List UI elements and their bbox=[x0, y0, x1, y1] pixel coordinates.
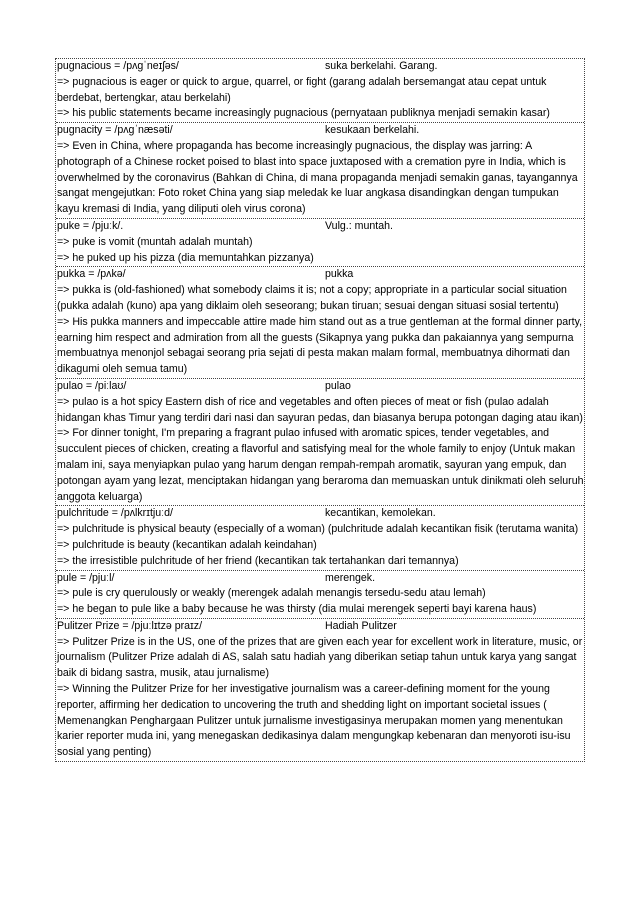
entry-translation: Vulg.: muntah. bbox=[325, 219, 393, 232]
glossary-entry bbox=[56, 619, 584, 761]
entry-translation: suka berkelahi. Garang. bbox=[325, 60, 438, 72]
entry-translation: pulao bbox=[325, 379, 351, 392]
glossary-entry bbox=[56, 506, 584, 570]
entry-heading bbox=[56, 267, 584, 283]
entry-example-line: => pulchritude is beauty (kecantikan adalah keindahan) bbox=[57, 538, 317, 551]
entry-example-line: => pugnacious is eager or quick to argue, quarrel, or fight (garang adalah bersemangat atau cepat untuk berdebat, bertengkar, atau berkelahi) bbox=[57, 75, 547, 104]
entry-example-line: => his public statements became increasingly pugnacious (pernyataan publiknya menjadi semakin kasar) bbox=[57, 107, 550, 120]
entry-translation: kecantikan, kemolekan. bbox=[325, 507, 436, 520]
entry-term: pulchritude = /pʌlkrɪtjuːd/ bbox=[57, 507, 173, 520]
glossary-entry bbox=[56, 59, 584, 123]
entry-heading bbox=[56, 571, 584, 587]
glossary-entry bbox=[56, 123, 584, 219]
entry-example-line: => Winning the Pulitzer Prize for her investigative journalism was a career-defining moment for the young reporter, affirming her dedication to uncovering the truth and shedding light on important societal issues ( Memenangkan Penghargaan Pulitzer untuk jurnalisme investigasinya merupakan momen yang menentukan karier reporter muda ini, yang menegaskan dedikasinya dalam mengungkap kebenaran dan menyoroti isu-isu sosial yang penting) bbox=[57, 683, 571, 759]
entry-term: puke = /pjuːk/. bbox=[57, 219, 124, 232]
entry-heading bbox=[56, 619, 584, 635]
glossary-entry bbox=[56, 379, 584, 506]
entry-translation: Hadiah Pulitzer bbox=[325, 619, 397, 632]
entry-example-line: => pule is cry querulously or weakly (merengek adalah menangis tersedu-sedu atau lemah) bbox=[57, 587, 486, 600]
entry-translation: merengek. bbox=[325, 571, 376, 584]
entry-heading bbox=[56, 59, 584, 75]
glossary-entries bbox=[55, 58, 585, 762]
entry-example-line: => he began to pule like a baby because he was thirsty (dia mulai merengek seperti bayi karena haus) bbox=[57, 603, 537, 616]
entry-translation: pukka bbox=[325, 268, 354, 281]
entry-term: pukka = /pʌkə/ bbox=[57, 268, 126, 281]
entry-heading bbox=[56, 219, 584, 235]
entry-term: pule = /pjuːl/ bbox=[57, 571, 115, 584]
entry-example-line: => Pulitzer Prize is in the US, one of the prizes that are given each year for excellent work in literature, music, or journalism (Pulitzer Prize adalah di AS, salah satu hadiah yang diberikan setiap tahun untuk karya yang sangat baik di bidang sastra, musik, atau jurnalisme) bbox=[57, 635, 583, 680]
glossary-entry bbox=[56, 571, 584, 619]
entry-heading bbox=[56, 506, 584, 522]
glossary-entry bbox=[56, 267, 584, 379]
entry-term: pugnacity = /pʌɡˈnæsəti/ bbox=[57, 124, 173, 137]
entry-example-line: => puke is vomit (muntah adalah muntah) bbox=[57, 235, 253, 248]
glossary-entry bbox=[56, 219, 584, 267]
entry-term: pulao = /piːlaʊ/ bbox=[57, 379, 127, 392]
entry-example-line: => he puked up his pizza (dia memuntahkan pizzanya) bbox=[57, 251, 314, 264]
entry-heading bbox=[56, 379, 584, 395]
entry-example-line: => His pukka manners and impeccable attire made him stand out as a true gentleman at the formal dinner party, earning him respect and admiration from all the guests (Sikapnya yang pukka dan pakaiannya yang sempurna membuatnya menonjol sebagai seorang pria sejati di pesta makan malam formal, membuatnya dihormati dan dikagumi oleh semua tamu) bbox=[57, 315, 583, 376]
entry-example-line: => Even in China, where propaganda has become increasingly pugnacious, the display was jarring: A photograph of a Chinese rocket poised to blast into space juxtaposed with a cremation pyre in India, which is overwhelmed by the coronavirus (Bahkan di China, di mana propaganda menjadi semakin ganas, tayangannya sangat mengejutkan: Foto roket China yang siap meledak ke luar angkasa disandingkan dengan tumpukan kayu kremasi di India, yang diliputi oleh virus corona) bbox=[57, 139, 578, 216]
entry-translation: kesukaan berkelahi. bbox=[325, 124, 420, 137]
entry-example-line: => pulao is a hot spicy Eastern dish of rice and vegetables and often pieces of meat or fish (pulao adalah hidangan khas Timur yang terdiri dari nasi dan sayuran pedas, dan biasanya berupa potongan daging atau ikan) bbox=[57, 395, 583, 424]
entry-example-line: => pulchritude is physical beauty (especially of a woman) (pulchritude adalah kecantikan fisik (terutama wanita) bbox=[57, 523, 579, 536]
entry-example-line: => the irresistible pulchritude of her friend (kecantikan tak tertahankan dari temannya) bbox=[57, 554, 459, 567]
entry-example-line: => pukka is (old-fashioned) what somebody claims it is; not a copy; appropriate in a particular social situation (pukka adalah (kuno) apa yang diklaim oleh seseorang; bukan tiruan; sesuai dengan situasi sosial tertentu) bbox=[57, 284, 567, 312]
entry-term: Pulitzer Prize = /pjuːlɪtzə praɪz/ bbox=[57, 619, 203, 632]
entry-term: pugnacious = /pʌɡˈneɪʃəs/ bbox=[57, 60, 179, 72]
entry-example-line: => For dinner tonight, I'm preparing a fragrant pulao infused with aromatic spices, tender vegetables, and succulent pieces of chicken, creating a flavorful and satisfying meal for the whole family to enjoy (Untuk makan malam ini, saya menyiapkan pulao yang harum dengan rempah-rempah aromatik, sayuran yang empuk, dan potongan ayam yang lezat, menciptakan hidangan yang beraroma dan memuaskan untuk dinikmati oleh seluruh anggota keluarga) bbox=[57, 427, 584, 503]
entry-heading bbox=[56, 123, 584, 139]
